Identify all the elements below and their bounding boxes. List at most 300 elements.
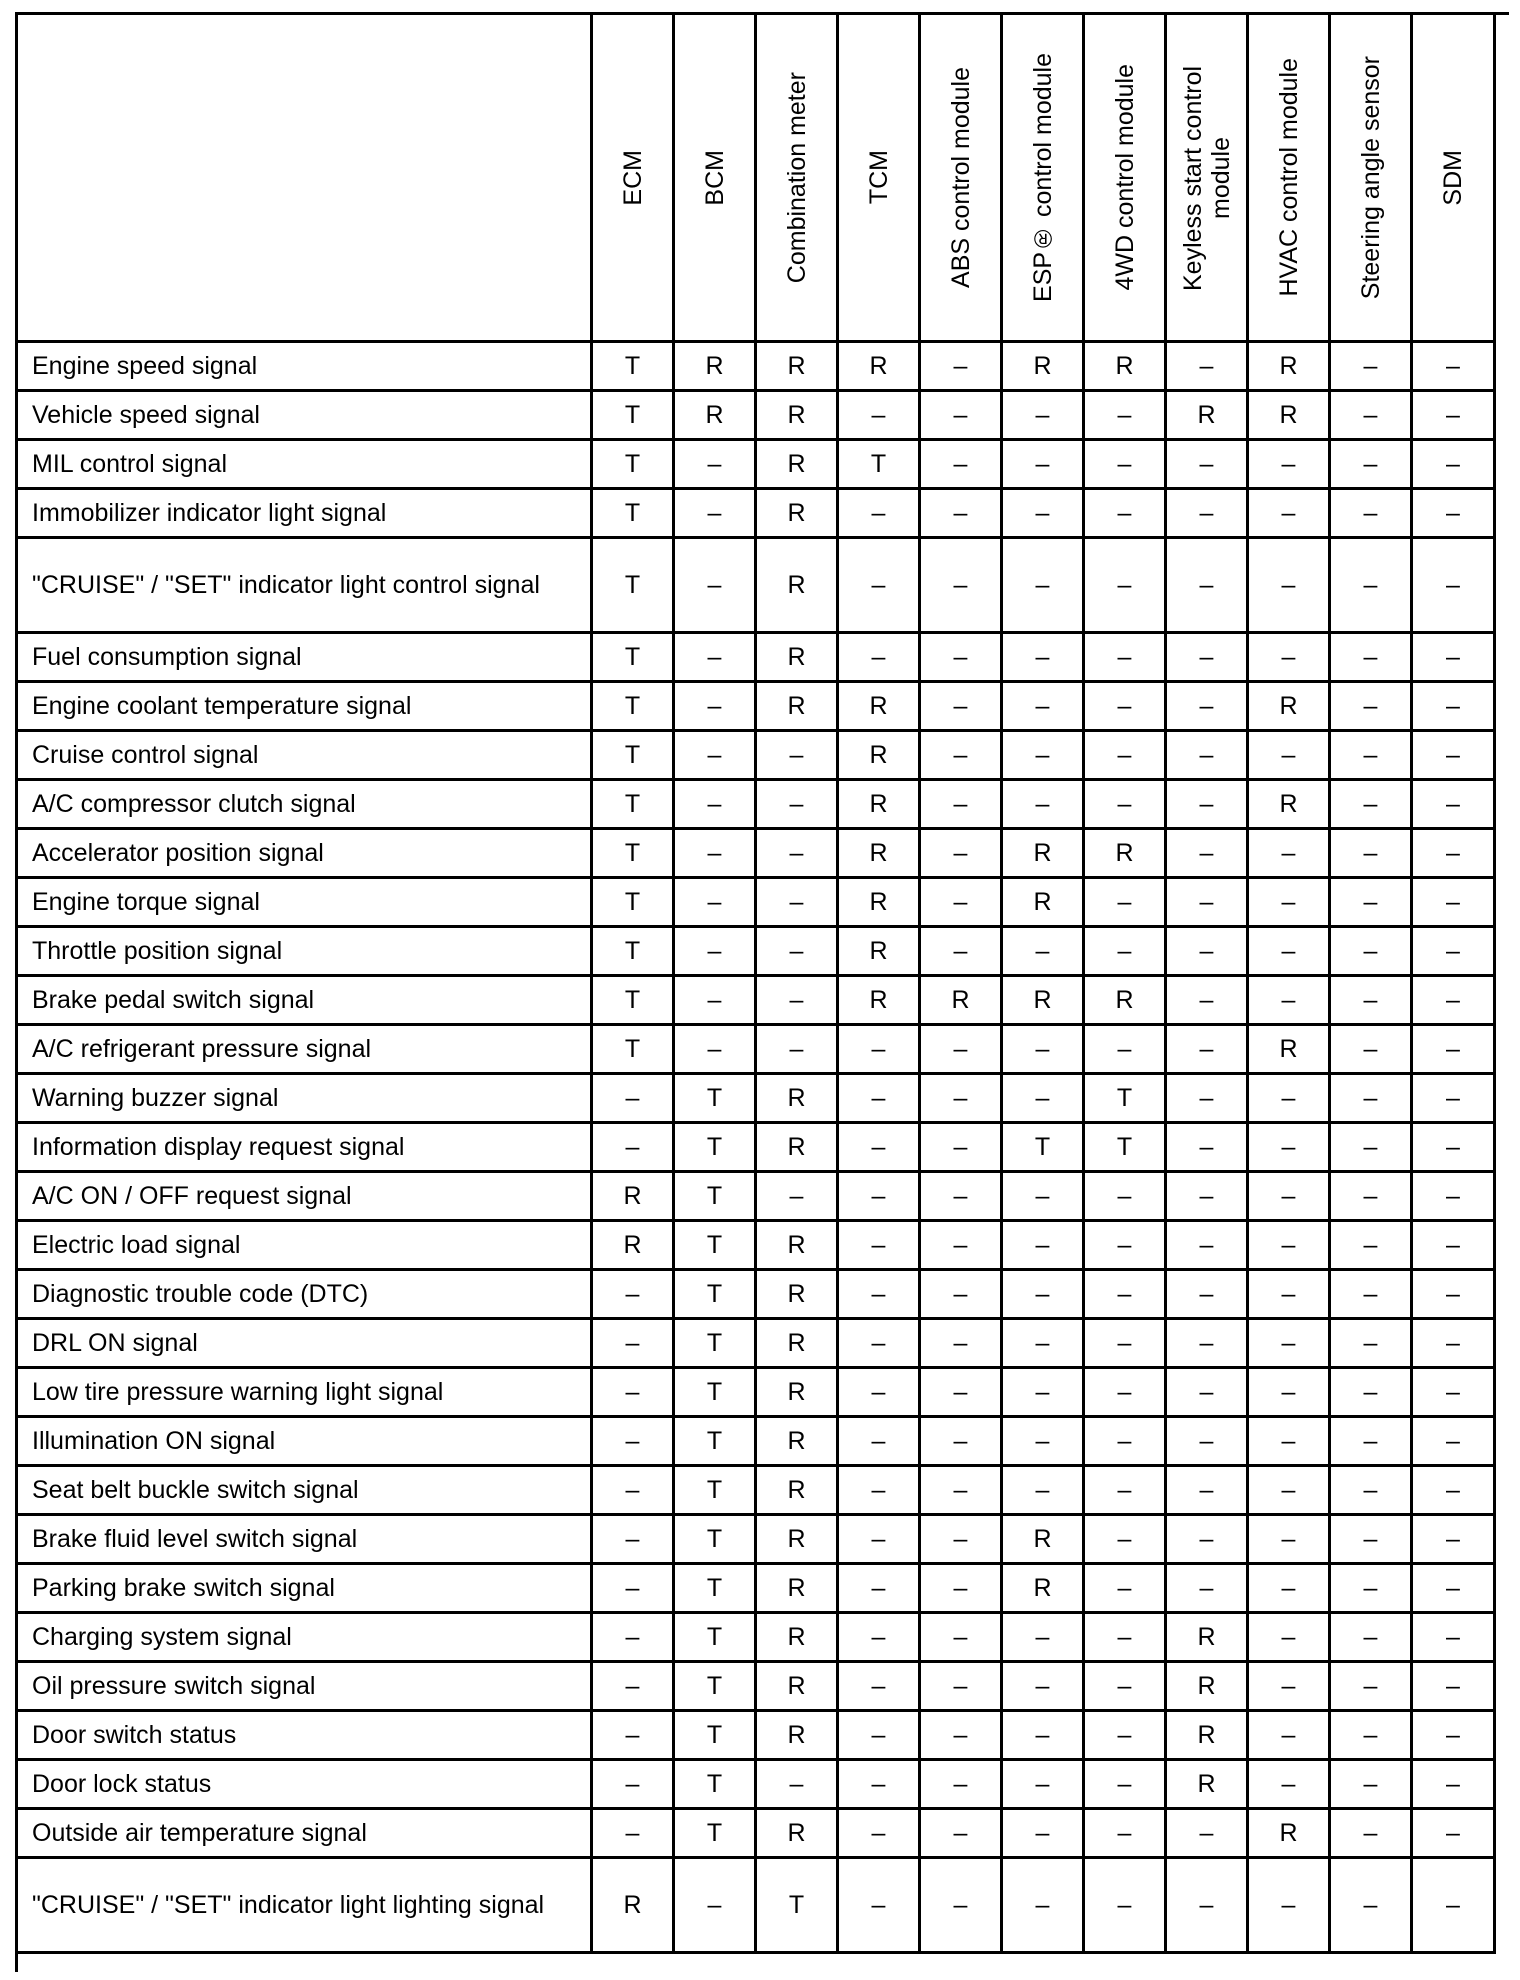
column-header xyxy=(839,15,921,343)
signal-cell: R xyxy=(757,1663,839,1712)
signal-cell: T xyxy=(593,343,675,392)
signal-cell: R xyxy=(1003,343,1085,392)
signal-cell: – xyxy=(675,539,757,634)
signal-cell: – xyxy=(839,1222,921,1271)
row-signal-name: Warning buzzer signal xyxy=(18,1075,593,1124)
signal-cell: – xyxy=(1331,1859,1413,1954)
signal-cell: T xyxy=(675,1663,757,1712)
signal-cell: T xyxy=(593,441,675,490)
signal-cell: – xyxy=(1413,343,1496,392)
column-header-label: BCM xyxy=(700,149,729,206)
signal-cell: – xyxy=(757,928,839,977)
signal-cell: – xyxy=(1003,1271,1085,1320)
signal-cell: – xyxy=(675,1026,757,1075)
signal-cell: – xyxy=(1167,1173,1249,1222)
signal-cell: – xyxy=(1413,634,1496,683)
signal-cell: – xyxy=(757,1026,839,1075)
column-header-label: ABS control module xyxy=(946,67,975,288)
signal-cell: – xyxy=(1003,441,1085,490)
signal-cell: – xyxy=(839,1516,921,1565)
signal-cell: – xyxy=(921,928,1003,977)
signal-cell: – xyxy=(593,1761,675,1810)
row-signal-name: Door lock status xyxy=(18,1761,593,1810)
signal-cell: R xyxy=(1167,1614,1249,1663)
signal-cell: – xyxy=(921,1859,1003,1954)
signal-cell: – xyxy=(1003,634,1085,683)
row-signal-name: Engine torque signal xyxy=(18,879,593,928)
signal-cell: T xyxy=(593,830,675,879)
signal-cell: R xyxy=(757,1565,839,1614)
signal-cell: R xyxy=(757,441,839,490)
signal-cell: – xyxy=(1167,879,1249,928)
signal-cell: – xyxy=(1249,1271,1331,1320)
signal-cell: – xyxy=(1331,1320,1413,1369)
signal-cell: R xyxy=(757,392,839,441)
signal-cell: R xyxy=(757,343,839,392)
signal-cell: – xyxy=(1085,441,1167,490)
signal-cell: – xyxy=(839,1565,921,1614)
signal-cell: R xyxy=(839,732,921,781)
signal-cell: R xyxy=(1003,830,1085,879)
signal-cell: – xyxy=(1085,1222,1167,1271)
row-signal-name: Brake fluid level switch signal xyxy=(18,1516,593,1565)
signal-cell: R xyxy=(757,1810,839,1859)
signal-cell: R xyxy=(1167,1663,1249,1712)
signal-cell: R xyxy=(839,830,921,879)
row-signal-name: Door switch status xyxy=(18,1712,593,1761)
signal-cell: – xyxy=(1167,1467,1249,1516)
row-signal-name: "CRUISE" / "SET" indicator light lighting signal xyxy=(18,1859,593,1954)
signal-cell: – xyxy=(593,1075,675,1124)
column-header xyxy=(1085,15,1167,343)
row-signal-name: Parking brake switch signal xyxy=(18,1565,593,1614)
signal-cell: – xyxy=(1249,1614,1331,1663)
signal-cell: R xyxy=(675,343,757,392)
signal-cell: – xyxy=(1331,1222,1413,1271)
signal-cell: – xyxy=(1249,441,1331,490)
signal-cell: – xyxy=(1249,1369,1331,1418)
signal-cell: – xyxy=(1331,977,1413,1026)
signal-cell: R xyxy=(1249,1810,1331,1859)
signal-cell: – xyxy=(1249,1467,1331,1516)
row-signal-name: Cruise control signal xyxy=(18,732,593,781)
signal-cell: – xyxy=(1167,732,1249,781)
signal-cell: – xyxy=(921,781,1003,830)
signal-cell: – xyxy=(1413,1222,1496,1271)
signal-cell: – xyxy=(1003,1761,1085,1810)
signal-cell: – xyxy=(757,732,839,781)
column-header-label: HVAC control module xyxy=(1274,58,1303,297)
signal-cell: – xyxy=(1085,1173,1167,1222)
row-signal-name: Illumination ON signal xyxy=(18,1418,593,1467)
signal-cell: – xyxy=(1413,1026,1496,1075)
row-signal-name: Immobilizer indicator light signal xyxy=(18,490,593,539)
signal-cell: R xyxy=(839,928,921,977)
signal-cell: R xyxy=(757,683,839,732)
signal-cell: – xyxy=(1331,1663,1413,1712)
signal-cell: – xyxy=(1003,1075,1085,1124)
signal-cell: – xyxy=(1331,1271,1413,1320)
signal-cell: – xyxy=(593,1663,675,1712)
row-signal-name: Fuel consumption signal xyxy=(18,634,593,683)
signal-cell: – xyxy=(1003,1320,1085,1369)
signal-cell: – xyxy=(921,879,1003,928)
signal-cell: – xyxy=(1167,441,1249,490)
signal-cell: – xyxy=(1331,392,1413,441)
signal-cell: – xyxy=(757,781,839,830)
signal-cell: – xyxy=(1003,1222,1085,1271)
signal-cell: – xyxy=(921,1026,1003,1075)
signal-cell: – xyxy=(675,441,757,490)
signal-cell: T xyxy=(675,1124,757,1173)
signal-cell: – xyxy=(593,1516,675,1565)
signal-cell: – xyxy=(1413,1565,1496,1614)
signal-cell: – xyxy=(921,1369,1003,1418)
signal-cell: – xyxy=(1413,928,1496,977)
row-signal-name: Diagnostic trouble code (DTC) xyxy=(18,1271,593,1320)
signal-cell: – xyxy=(1085,1712,1167,1761)
row-signal-name: A/C refrigerant pressure signal xyxy=(18,1026,593,1075)
signal-cell: R xyxy=(839,879,921,928)
signal-cell: T xyxy=(675,1614,757,1663)
row-signal-name: Charging system signal xyxy=(18,1614,593,1663)
signal-cell: R xyxy=(1249,392,1331,441)
signal-cell: – xyxy=(593,1565,675,1614)
signal-cell: – xyxy=(921,343,1003,392)
column-header xyxy=(1331,15,1413,343)
signal-cell: – xyxy=(593,1369,675,1418)
row-signal-name: Information display request signal xyxy=(18,1124,593,1173)
signal-cell: R xyxy=(1249,1026,1331,1075)
column-header-label: 4WD control module xyxy=(1110,64,1139,291)
signal-cell: – xyxy=(1413,1075,1496,1124)
row-signal-name: Accelerator position signal xyxy=(18,830,593,879)
signal-cell: – xyxy=(1167,490,1249,539)
signal-cell: R xyxy=(757,1712,839,1761)
signal-cell: T xyxy=(1085,1075,1167,1124)
signal-cell: R xyxy=(757,1222,839,1271)
signal-cell: – xyxy=(1167,830,1249,879)
signal-cell: – xyxy=(1331,1761,1413,1810)
row-signal-name: Engine speed signal xyxy=(18,343,593,392)
row-signal-name: Engine coolant temperature signal xyxy=(18,683,593,732)
signal-cell: – xyxy=(1085,683,1167,732)
signal-cell: R xyxy=(757,1320,839,1369)
signal-cell: – xyxy=(593,1467,675,1516)
signal-cell: – xyxy=(1249,1124,1331,1173)
column-header-label: ESP® control module xyxy=(1028,53,1057,302)
signal-cell: – xyxy=(1085,1320,1167,1369)
signal-cell: – xyxy=(1413,1173,1496,1222)
row-signal-name: MIL control signal xyxy=(18,441,593,490)
signal-cell: – xyxy=(1249,634,1331,683)
signal-cell: – xyxy=(675,781,757,830)
signal-cell: – xyxy=(675,683,757,732)
signal-cell: – xyxy=(1003,392,1085,441)
signal-cell: – xyxy=(675,634,757,683)
signal-cell: – xyxy=(1331,928,1413,977)
signal-cell: – xyxy=(839,1614,921,1663)
signal-cell: – xyxy=(921,1565,1003,1614)
signal-cell: – xyxy=(1167,1565,1249,1614)
column-header-label: Combination meter xyxy=(782,71,811,284)
signal-cell: – xyxy=(1003,1810,1085,1859)
signal-cell: – xyxy=(1331,1614,1413,1663)
signal-cell: T xyxy=(675,1712,757,1761)
signal-cell: – xyxy=(921,539,1003,634)
signal-cell: R xyxy=(839,781,921,830)
row-signal-name: Low tire pressure warning light signal xyxy=(18,1369,593,1418)
signal-cell: – xyxy=(1331,539,1413,634)
signal-cell: – xyxy=(1413,1418,1496,1467)
signal-cell: – xyxy=(1167,683,1249,732)
signal-cell: – xyxy=(1003,732,1085,781)
signal-cell: – xyxy=(1085,1565,1167,1614)
signal-cell: T xyxy=(593,879,675,928)
signal-cell: T xyxy=(675,1320,757,1369)
signal-cell: – xyxy=(1331,1369,1413,1418)
signal-cell: – xyxy=(1085,1026,1167,1075)
row-signal-name: Electric load signal xyxy=(18,1222,593,1271)
column-header xyxy=(1249,15,1331,343)
signal-cell: – xyxy=(1249,1222,1331,1271)
signal-cell: – xyxy=(839,1810,921,1859)
signal-cell: – xyxy=(839,1761,921,1810)
signal-cell: – xyxy=(839,539,921,634)
signal-cell: – xyxy=(1003,1712,1085,1761)
signal-cell: – xyxy=(1249,879,1331,928)
signal-cell: – xyxy=(921,1124,1003,1173)
row-signal-name: "CRUISE" / "SET" indicator light control signal xyxy=(18,539,593,634)
signal-cell: – xyxy=(921,1418,1003,1467)
signal-cell: R xyxy=(757,1369,839,1418)
signal-cell: R xyxy=(757,1075,839,1124)
signal-cell: – xyxy=(1249,539,1331,634)
signal-cell: – xyxy=(1331,1565,1413,1614)
signal-cell: – xyxy=(1085,634,1167,683)
signal-cell: – xyxy=(1167,781,1249,830)
signal-cell: T xyxy=(593,977,675,1026)
row-signal-name: A/C compressor clutch signal xyxy=(18,781,593,830)
signal-cell: – xyxy=(1413,1124,1496,1173)
row-signal-name: Vehicle speed signal xyxy=(18,392,593,441)
signal-cell: – xyxy=(675,928,757,977)
signal-cell: – xyxy=(839,1663,921,1712)
column-header xyxy=(1413,15,1496,343)
signal-cell: – xyxy=(757,830,839,879)
signal-cell: – xyxy=(921,490,1003,539)
signal-cell: R xyxy=(757,490,839,539)
signal-cell: R xyxy=(757,634,839,683)
signal-cell: – xyxy=(757,977,839,1026)
signal-cell: R xyxy=(921,977,1003,1026)
signal-cell: R xyxy=(757,1467,839,1516)
signal-cell: R xyxy=(839,343,921,392)
signal-cell: – xyxy=(1413,879,1496,928)
signal-cell: – xyxy=(839,1369,921,1418)
signal-cell: – xyxy=(1003,1369,1085,1418)
signal-cell: – xyxy=(1413,392,1496,441)
signal-cell: – xyxy=(1085,1810,1167,1859)
signal-cell: R xyxy=(593,1859,675,1954)
signal-cell: – xyxy=(1413,1712,1496,1761)
signal-cell: – xyxy=(1413,1761,1496,1810)
signal-cell: – xyxy=(1249,1663,1331,1712)
signal-cell: – xyxy=(1249,490,1331,539)
signal-cell: – xyxy=(1249,1418,1331,1467)
signal-cell: – xyxy=(839,490,921,539)
signal-cell: T xyxy=(675,1075,757,1124)
row-signal-name: Brake pedal switch signal xyxy=(18,977,593,1026)
column-header-label: SDM xyxy=(1439,149,1467,206)
signal-cell: – xyxy=(1331,634,1413,683)
signal-cell: R xyxy=(757,539,839,634)
signal-cell: – xyxy=(1331,1810,1413,1859)
signal-cell: – xyxy=(1085,1369,1167,1418)
signal-cell: T xyxy=(757,1859,839,1954)
signal-cell: – xyxy=(1003,1418,1085,1467)
signal-cell: R xyxy=(757,1418,839,1467)
signal-cell: – xyxy=(1167,977,1249,1026)
signal-cell: – xyxy=(1167,539,1249,634)
signal-cell: T xyxy=(593,732,675,781)
signal-cell: – xyxy=(1331,732,1413,781)
signal-cell: R xyxy=(1003,879,1085,928)
signal-cell: R xyxy=(757,1124,839,1173)
signal-cell: R xyxy=(593,1222,675,1271)
signal-cell: – xyxy=(1413,539,1496,634)
signal-cell: – xyxy=(839,392,921,441)
signal-cell: – xyxy=(1249,1761,1331,1810)
signal-cell: – xyxy=(1085,781,1167,830)
signal-cell: – xyxy=(839,634,921,683)
signal-cell: – xyxy=(839,1173,921,1222)
row-signal-name: A/C ON / OFF request signal xyxy=(18,1173,593,1222)
signal-cell: – xyxy=(1085,879,1167,928)
signal-cell: – xyxy=(1413,1467,1496,1516)
signal-cell: – xyxy=(1085,928,1167,977)
signal-cell: – xyxy=(1249,1859,1331,1954)
signal-cell: – xyxy=(921,1173,1003,1222)
signal-cell: – xyxy=(839,1467,921,1516)
signal-cell: – xyxy=(1331,781,1413,830)
signal-cell: – xyxy=(839,1075,921,1124)
signal-cell: T xyxy=(839,441,921,490)
signal-cell: – xyxy=(1249,977,1331,1026)
signal-cell: – xyxy=(839,1418,921,1467)
signal-cell: T xyxy=(593,634,675,683)
signal-cell: – xyxy=(921,1222,1003,1271)
signal-cell: – xyxy=(1167,1124,1249,1173)
signal-cell: R xyxy=(1085,977,1167,1026)
signal-cell: T xyxy=(675,1467,757,1516)
column-header xyxy=(593,15,675,343)
signal-cell: R xyxy=(593,1173,675,1222)
signal-cell: R xyxy=(1249,683,1331,732)
signal-cell: T xyxy=(675,1173,757,1222)
column-header xyxy=(675,15,757,343)
signal-cell: – xyxy=(1413,781,1496,830)
signal-cell: – xyxy=(921,1663,1003,1712)
signal-cell: T xyxy=(593,1026,675,1075)
signal-cell: – xyxy=(1003,490,1085,539)
signal-cell: – xyxy=(1413,1859,1496,1954)
signal-cell: T xyxy=(593,928,675,977)
signal-cell: – xyxy=(1167,1271,1249,1320)
signal-cell: – xyxy=(675,879,757,928)
signal-cell: – xyxy=(1413,441,1496,490)
signal-cell: – xyxy=(1167,1516,1249,1565)
signal-cell: R xyxy=(1003,1516,1085,1565)
signal-cell: – xyxy=(1249,830,1331,879)
signal-cell: T xyxy=(593,392,675,441)
signal-cell: – xyxy=(1167,1369,1249,1418)
signal-cell: – xyxy=(1003,1026,1085,1075)
signal-cell: T xyxy=(593,683,675,732)
signal-cell: – xyxy=(1167,1859,1249,1954)
signal-cell: T xyxy=(593,539,675,634)
column-header xyxy=(1003,15,1085,343)
signal-cell: – xyxy=(1085,1418,1167,1467)
signal-cell: – xyxy=(1003,1663,1085,1712)
signal-cell: – xyxy=(839,1271,921,1320)
signal-cell: – xyxy=(921,634,1003,683)
signal-cell: – xyxy=(1413,1271,1496,1320)
signal-cell: T xyxy=(675,1222,757,1271)
signal-cell: – xyxy=(1413,1614,1496,1663)
signal-cell: – xyxy=(593,1712,675,1761)
signal-cell: – xyxy=(593,1271,675,1320)
signal-cell: – xyxy=(1085,392,1167,441)
signal-cell: T xyxy=(1003,1124,1085,1173)
signal-cell: – xyxy=(1249,928,1331,977)
signal-cell: – xyxy=(921,1810,1003,1859)
signal-cell: – xyxy=(1413,1663,1496,1712)
signal-cell: – xyxy=(1331,441,1413,490)
signal-cell: – xyxy=(1413,977,1496,1026)
signal-cell: – xyxy=(839,1320,921,1369)
column-header xyxy=(757,15,839,343)
signal-cell: – xyxy=(1331,683,1413,732)
signal-cell: – xyxy=(1003,683,1085,732)
signal-cell: – xyxy=(1085,732,1167,781)
column-header-label: TCM xyxy=(864,150,893,205)
signal-cell: – xyxy=(1413,830,1496,879)
signal-cell: – xyxy=(1085,1859,1167,1954)
signal-cell: – xyxy=(921,1320,1003,1369)
signal-cell: – xyxy=(593,1418,675,1467)
signal-cell: – xyxy=(921,830,1003,879)
signal-cell: – xyxy=(1331,490,1413,539)
signal-cell: – xyxy=(1085,1516,1167,1565)
signal-cell: – xyxy=(1085,1614,1167,1663)
signal-cell: – xyxy=(1085,1271,1167,1320)
signal-cell: R xyxy=(1249,781,1331,830)
signal-cell: T xyxy=(1085,1124,1167,1173)
signal-cell: – xyxy=(1085,1467,1167,1516)
signal-cell: – xyxy=(757,879,839,928)
signal-cell: T xyxy=(593,490,675,539)
column-header-label: ECM xyxy=(618,149,647,206)
signal-cell: R xyxy=(1085,830,1167,879)
signal-cell: – xyxy=(1003,928,1085,977)
row-signal-name: DRL ON signal xyxy=(18,1320,593,1369)
signal-cell: – xyxy=(1003,1467,1085,1516)
signal-cell: – xyxy=(1167,1222,1249,1271)
signal-cell: – xyxy=(921,1075,1003,1124)
row-signal-name: Outside air temperature signal xyxy=(18,1810,593,1859)
signal-cell: – xyxy=(1003,539,1085,634)
